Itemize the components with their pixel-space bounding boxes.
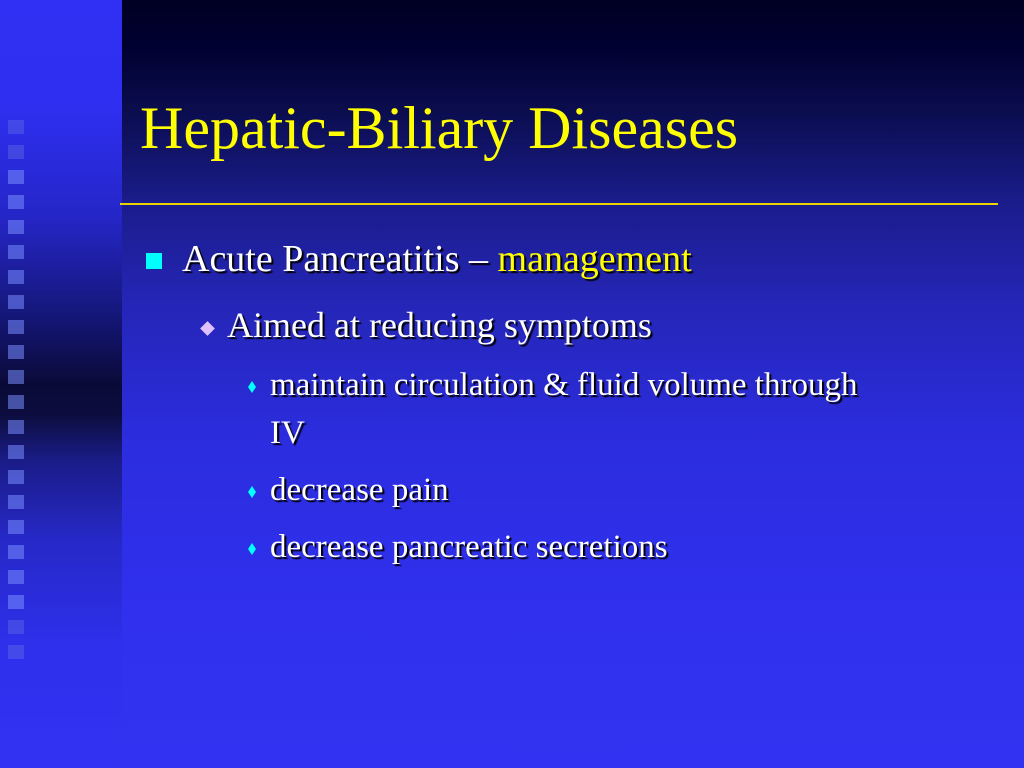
decorative-square xyxy=(8,570,24,584)
decorative-square xyxy=(8,320,24,334)
small-diamond-bullet-icon xyxy=(248,381,256,393)
bullet-level3-line1-continued: IV xyxy=(270,415,305,451)
decorative-square xyxy=(8,620,24,634)
decorative-square xyxy=(8,495,24,509)
decorative-square xyxy=(8,220,24,234)
decorative-square xyxy=(8,370,24,384)
decorative-square xyxy=(8,345,24,359)
decorative-square xyxy=(8,545,24,559)
small-diamond-bullet-icon xyxy=(248,486,256,498)
title-divider xyxy=(120,203,998,205)
bullet-level3-item3: decrease pancreatic secretions xyxy=(270,529,668,565)
bullet-level1-text: Acute Pancreatitis – xyxy=(182,238,498,280)
decorative-square xyxy=(8,445,24,459)
decorative-square xyxy=(8,270,24,284)
decorative-square xyxy=(8,595,24,609)
diamond-bullet-icon xyxy=(200,321,215,336)
small-diamond-bullet-icon xyxy=(248,543,256,555)
decorative-square xyxy=(8,120,24,134)
bullet-level1-accent: management xyxy=(497,238,692,280)
decorative-square xyxy=(8,395,24,409)
decorative-square xyxy=(8,420,24,434)
decorative-square xyxy=(8,470,24,484)
decorative-square xyxy=(8,295,24,309)
decorative-square xyxy=(8,195,24,209)
bullet-level2: Aimed at reducing symptoms xyxy=(227,305,652,345)
bullet-level1 xyxy=(182,240,692,278)
square-bullet-icon xyxy=(146,253,162,269)
slide-title: Hepatic-Biliary Diseases xyxy=(140,95,739,161)
bullet-level3-item2: decrease pain xyxy=(270,472,449,508)
decorative-square-column xyxy=(8,120,26,680)
decorative-square xyxy=(8,170,24,184)
bullet-level3-line1: maintain circulation & fluid volume through xyxy=(270,367,858,403)
decorative-square xyxy=(8,245,24,259)
decorative-square xyxy=(8,520,24,534)
decorative-square xyxy=(8,145,24,159)
decorative-square xyxy=(8,645,24,659)
